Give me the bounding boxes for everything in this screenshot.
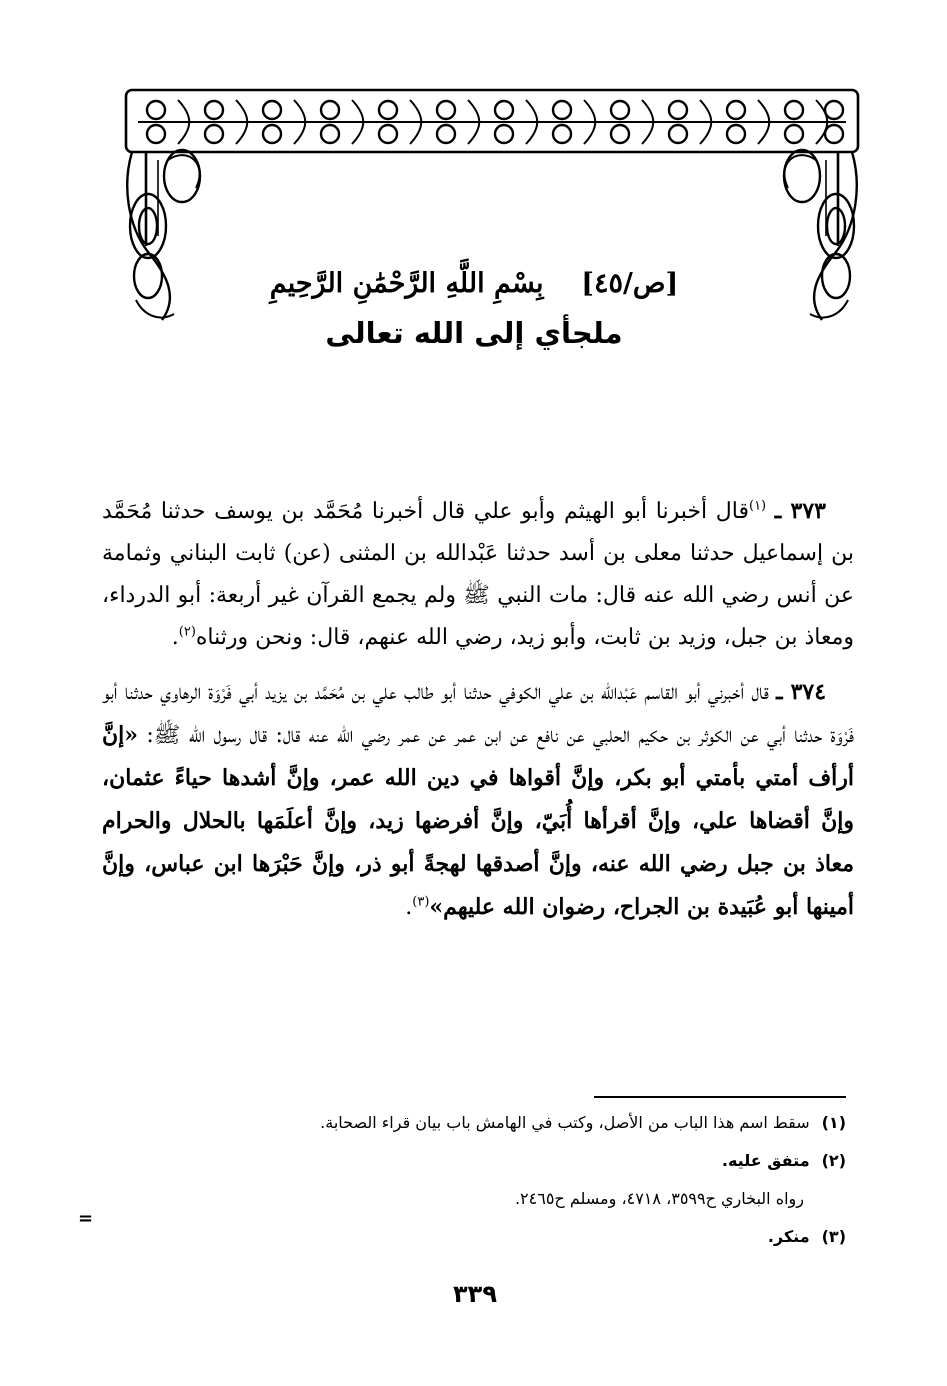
hadith-text: قال أخبرنا أبو الهيثم وأبو علي قال أخبرنا مُحَمَّد بن يوسف حدثنا مُحَمَّد بن إسماعيل حدثنا معلى بن أسد حدثنا عَبْدالله بن المثنى (عن) ثابت البناني وثمامة عن أنس رضي الله عنه قال: مات النبي ﷺ ولم يجمع القرآن غير أربعة: أبو الدرداء، ومعاذ بن جبل، وزيد بن ثابت، وأبو زيد، رضي الله عنهم، قال: ونحن ورثناه xyxy=(102,499,854,650)
page-reference: [ص/٤٥] xyxy=(581,268,679,299)
footnote-1 xyxy=(102,1104,846,1142)
hadith-374: ٣٧٤ ـ قال أخبرني أبو القاسم عَبْدالله بن علي الكوفي حدثنا أبو طالب علي بن مُحَمَّد بن يزيد أبي فَرْوَة الرهاوي حدثنا أبو فَرْوَة حدثنا أبي عن الكوثر بن حكيم الحلبي عن نافع عن ابن عمر عن عمر رضي الله عنه قال: قال رسول الله ﷺ: «إنَّ أرأف أمتي بأمتي أبو بكر، وإنَّ أقواها في دين الله عمر، وإنَّ أشدها حياءً عثمان، وإنَّ أقضاها علي، وإنَّ أقرأها أُبَيّ، وإنَّ أفرضها زيد، وإنَّ أعلَمَها بالحلال والحرام معاذ بن جبل رضي الله عنه، وإنَّ أصدقها لهجةً أبو ذر، وإنَّ حَبْرَها ابن عباس، وإنَّ أمينها أبو عُبَيدة بن الجراح، رضوان الله عليهم»$^{(٣)}$. xyxy=(102,679,854,920)
page-number: ٣٣٩ xyxy=(453,1280,497,1308)
margin-mark: = xyxy=(78,1208,94,1229)
footnote-number: (٢) xyxy=(821,1151,846,1170)
footnote-number: (١) xyxy=(821,1113,846,1132)
footnote-3 xyxy=(102,1218,846,1256)
footnote-text: رواه البخاري ح٣٥٩٩، ٤٧١٨، ومسلم ح٢٤٦٥. xyxy=(514,1189,804,1208)
footnotes xyxy=(102,1104,846,1256)
footnote-mark: (٢) xyxy=(178,624,196,640)
footnote-mark: (١) xyxy=(748,498,767,514)
main-text xyxy=(102,490,854,941)
footnote-2-continued xyxy=(102,1180,846,1218)
footnote-separator xyxy=(594,1096,846,1098)
section-header xyxy=(200,268,748,299)
hadith-isnad: قال أخبرني أبو القاسم عَبْدالله بن علي الكوفي حدثنا أبو طالب علي بن مُحَمَّد بن يزيد أبي فَرْوَة الرهاوي حدثنا أبو فَرْوَة حدثنا أبي عن الكوثر بن حكيم الحلبي عن نافع عن ابن عمر عن عمر رضي الله عنه قال: قال رسول الله ﷺ: xyxy=(102,680,854,748)
footnote-number: (٣) xyxy=(821,1227,846,1246)
footnote-text: سقط اسم هذا الباب من الأصل، وكتب في الهامش باب بيان قراء الصحابة. xyxy=(320,1113,810,1132)
footnote-text: متفق عليه. xyxy=(721,1151,810,1170)
hadith-number: ٣٧٣ ـ xyxy=(774,498,826,524)
basmala: بِسْمِ اللَّهِ الرَّحْمَٰنِ الرَّحِيمِ xyxy=(269,268,544,299)
hadith-373: ٣٧٣ ـ $^{(١)}$قال أخبرنا أبو الهيثم وأبو علي قال أخبرنا مُحَمَّد بن يوسف حدثنا مُحَمَّد بن إسماعيل حدثنا معلى بن أسد حدثنا عَبْدالله بن المثنى (عن) ثابت البناني وثمامة عن أنس رضي الله عنه قال: مات النبي ﷺ ولم يجمع القرآن غير أربعة: أبو الدرداء، ومعاذ بن جبل، وزيد بن ثابت، وأبو زيد، رضي الله عنهم، قال: ونحن ورثناه$^{(٢)}$. xyxy=(102,498,854,650)
footnote-text: منكر. xyxy=(767,1227,810,1246)
footnote-mark: (٣) xyxy=(412,894,430,910)
hadith-number: ٣٧٤ ـ xyxy=(776,679,827,705)
hadith-matn: «إنَّ أرأف أمتي بأمتي أبو بكر، وإنَّ أقواها في دين الله عمر، وإنَّ أشدها حياءً عثمان، وإنَّ أقضاها علي، وإنَّ أقرأها أُبَيّ، وإنَّ أفرضها زيد، وإنَّ أعلَمَها بالحلال والحرام معاذ بن جبل رضي الله عنه، وإنَّ أصدقها لهجةً أبو ذر، وإنَّ حَبْرَها ابن عباس، وإنَّ أمينها أبو عُبَيدة بن الجراح، رضوان الله عليهم» xyxy=(102,722,854,920)
chapter-title: ملجأي إلى الله تعالى xyxy=(325,316,623,350)
footnote-2 xyxy=(102,1142,846,1180)
